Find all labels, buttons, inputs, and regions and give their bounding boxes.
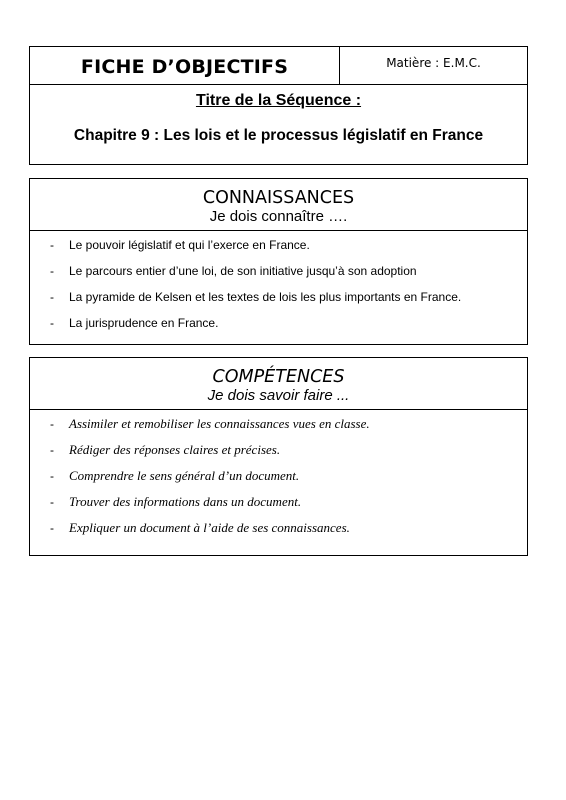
knowledge-item: La pyramide de Kelsen et les textes de lois les plus importants en France.: [69, 290, 462, 304]
bullet-dash: -: [50, 238, 54, 252]
skills-section: [29, 357, 528, 556]
sequence-label: Titre de la Séquence :: [195, 92, 362, 109]
skills-header: [30, 358, 527, 410]
list-item: [50, 494, 527, 520]
list-item: [50, 442, 527, 468]
bullet-dash: -: [50, 443, 54, 457]
bullet-dash: -: [50, 521, 54, 535]
skill-item: Comprendre le sens général d’un document.: [69, 468, 300, 483]
skills-subtitle: Je dois savoir faire ...: [207, 387, 350, 404]
list-item: [50, 416, 527, 442]
list-item: [50, 289, 527, 315]
subject-label: Matière : E.M.C.: [386, 56, 481, 70]
fiche-title: FICHE D’OBJECTIFS: [30, 47, 340, 84]
list-item: [50, 520, 527, 546]
skill-item: Trouver des informations dans un document.: [69, 494, 302, 509]
knowledge-subtitle: Je dois connaître ….: [209, 208, 348, 225]
bullet-dash: -: [50, 290, 54, 304]
skills-list: [30, 410, 527, 546]
knowledge-item: La jurisprudence en France.: [69, 316, 219, 330]
bullet-dash: -: [50, 417, 54, 431]
header-row: [30, 47, 527, 85]
skills-title: COMPÉTENCES: [212, 367, 345, 387]
list-item: [50, 237, 527, 263]
skill-item: Expliquer un document à l’aide de ses connaissances.: [69, 520, 350, 535]
bullet-dash: -: [50, 264, 54, 278]
knowledge-header: [30, 179, 527, 231]
list-item: [50, 263, 527, 289]
list-item: [50, 315, 527, 341]
bullet-dash: -: [50, 495, 54, 509]
knowledge-list: [30, 231, 527, 341]
skill-item: Rédiger des réponses claires et précises.: [69, 442, 281, 457]
knowledge-item: Le parcours entier d’une loi, de son initiative jusqu’à son adoption: [69, 264, 417, 278]
knowledge-item: Le pouvoir législatif et qui l’exerce en France.: [69, 238, 310, 252]
list-item: [50, 468, 527, 494]
bullet-dash: -: [50, 469, 54, 483]
bullet-dash: -: [50, 316, 54, 330]
header-box: [29, 46, 528, 165]
sequence-title: Chapitre 9 : Les lois et le processus législatif en France: [73, 127, 484, 144]
knowledge-section: [29, 178, 528, 345]
skill-item: Assimiler et remobiliser les connaissances vues en classe.: [69, 416, 370, 431]
knowledge-title: CONNAISSANCES: [202, 188, 355, 208]
